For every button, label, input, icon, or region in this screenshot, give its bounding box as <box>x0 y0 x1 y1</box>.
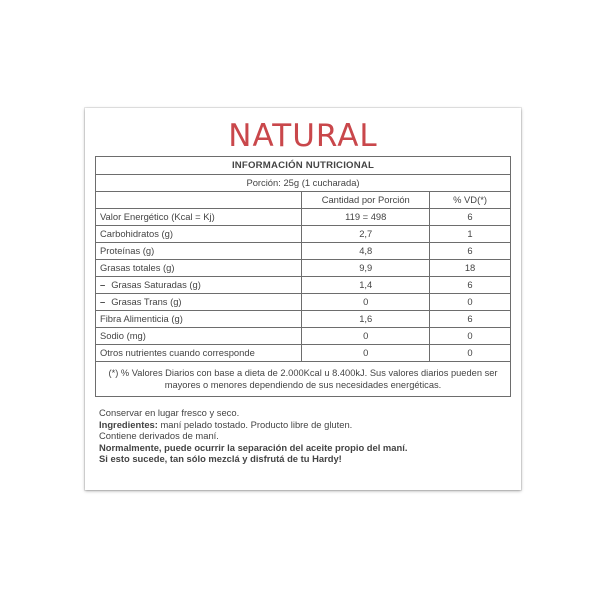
table-row <box>96 226 511 243</box>
nutrient-label: Fibra Alimenticia (g) <box>96 311 302 328</box>
nutrient-vd: 1 <box>430 226 511 243</box>
daily-value-footnote: (*) % Valores Diarios con base a dieta de 2.000Kcal u 8.400kJ. Sus valores diarios pueden ser mayores o menores dependiendo de sus necesidades energéticas. <box>96 362 511 397</box>
nutrient-label: Valor Energético (Kcal = Kj) <box>96 209 302 226</box>
nutrient-quantity: 119 = 498 <box>302 209 430 226</box>
sub-item-dash: – <box>100 296 106 307</box>
ingredients-line <box>99 419 509 431</box>
nutrient-vd: 0 <box>430 328 511 345</box>
nutrient-vd: 0 <box>430 294 511 311</box>
column-header-vd: % VD(*) <box>430 192 511 209</box>
ingredients-label: Ingredientes: <box>99 418 158 430</box>
oil-separation-note: Normalmente, puede ocurrir la separación del aceite propio del maní. <box>99 441 408 453</box>
nutrient-vd: 0 <box>430 345 511 362</box>
nutrient-label: Grasas Saturadas (g) <box>111 279 201 290</box>
column-header-row <box>96 192 511 209</box>
storage-note: Conservar en lugar fresco y seco. <box>99 407 240 418</box>
nutrient-label: Proteínas (g) <box>96 243 302 260</box>
nutrient-label: Grasas Trans (g) <box>111 296 182 307</box>
table-heading: INFORMACIÓN NUTRICIONAL <box>96 157 511 175</box>
table-row <box>96 277 511 294</box>
nutrient-vd: 18 <box>430 260 511 277</box>
table-row <box>96 209 511 226</box>
table-row <box>96 328 511 345</box>
nutrient-quantity: 0 <box>302 328 430 345</box>
nutrient-vd: 6 <box>430 209 511 226</box>
nutrient-quantity: 0 <box>302 294 430 311</box>
nutrient-sub-label <box>96 277 302 294</box>
portion-size: Porción: 25g (1 cucharada) <box>96 175 511 192</box>
nutrient-quantity: 4,8 <box>302 243 430 260</box>
table-row <box>96 260 511 277</box>
nutrient-label: Sodio (mg) <box>96 328 302 345</box>
ingredients-text: maní pelado tostado. Producto libre de gluten. <box>157 418 353 430</box>
nutrient-quantity: 1,4 <box>302 277 430 294</box>
nutrition-label-card <box>85 108 521 490</box>
product-title: NATURAL <box>228 118 378 154</box>
nutrient-vd: 6 <box>430 311 511 328</box>
nutrition-table <box>95 156 511 397</box>
nutrient-label: Grasas totales (g) <box>96 260 302 277</box>
product-notes <box>99 407 509 465</box>
nutrient-quantity: 9,9 <box>302 260 430 277</box>
allergen-note: Contiene derivados de maní. <box>99 430 219 442</box>
sub-item-dash: – <box>100 279 106 290</box>
nutrient-label: Carbohidratos (g) <box>96 226 302 243</box>
nutrient-vd: 6 <box>430 243 511 260</box>
column-header-quantity: Cantidad por Porción <box>302 192 430 209</box>
table-row <box>96 311 511 328</box>
nutrient-sub-label <box>96 294 302 311</box>
table-row <box>96 243 511 260</box>
mix-note: Si esto sucede, tan sólo mezclá y disfrutá de tu Hardy! <box>99 453 342 465</box>
column-header-nutrient <box>96 192 302 209</box>
table-row <box>96 294 511 311</box>
nutrient-quantity: 0 <box>302 345 430 362</box>
nutrient-vd: 6 <box>430 277 511 294</box>
nutrient-quantity: 2,7 <box>302 226 430 243</box>
nutrient-label: Otros nutrientes cuando corresponde <box>96 345 302 362</box>
table-row <box>96 345 511 362</box>
nutrient-quantity: 1,6 <box>302 311 430 328</box>
